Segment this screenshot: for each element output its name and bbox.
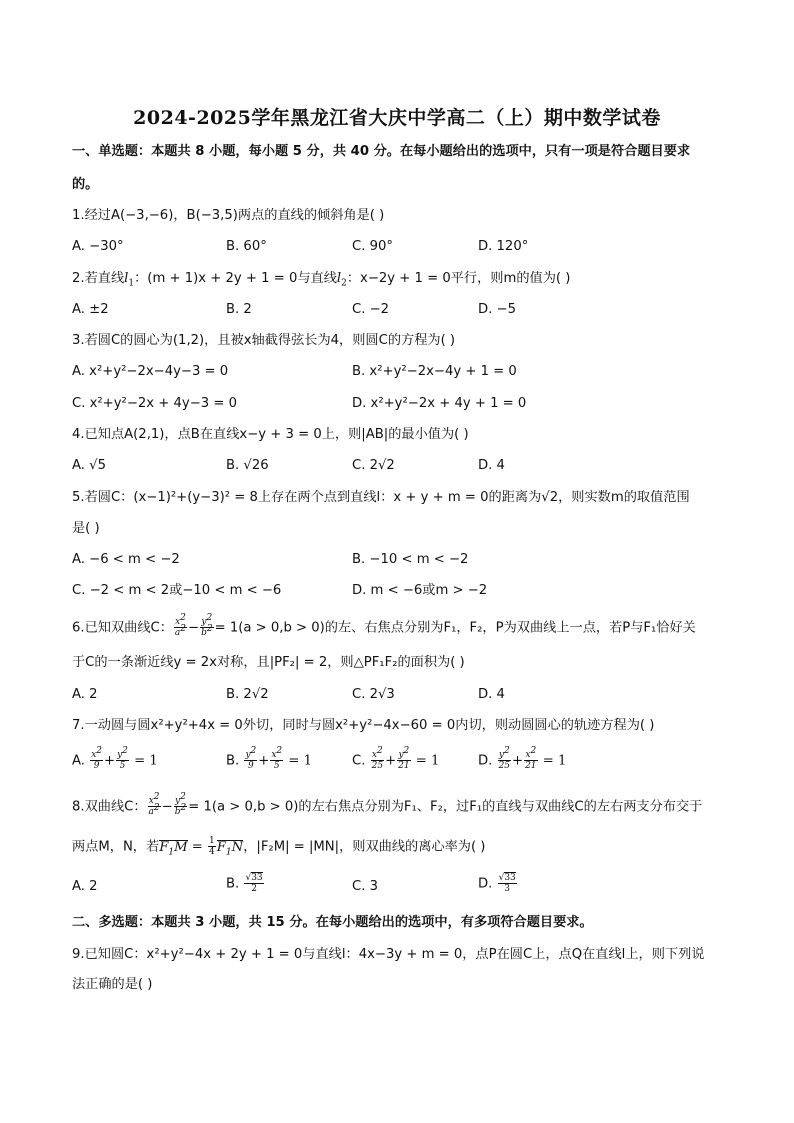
q4-stem: 4.已知点A(2,1)，点B在直线x−y + 3 = 0上，则|AB|的最小值为( ) bbox=[72, 427, 469, 442]
q5-option-d: D. m < −6或m > −2 bbox=[352, 583, 488, 598]
q4-option-c: C. 2√2 bbox=[352, 458, 395, 473]
q9-stem: 9.已知圆C：x²+y²−4x + 2y + 1 = 0与直线l：4x−3y + m = 0，点P在圆C上，点Q在直线l上，则下列说 bbox=[72, 947, 705, 962]
q8-stem-cont: 两点M，N，若$F_1M$ = $\frac{1}{4}$ $F_1N$，|F₂M| = |MN|，则双曲线的离心率为( ) bbox=[72, 836, 486, 858]
q8-option-c: C. 3 bbox=[352, 879, 378, 894]
q5-option-c: C. −2 < m < 2或−10 < m < −6 bbox=[72, 583, 282, 598]
q6-stem: 6.已知双曲线C： $\frac{x^2}{a^2}$ − $\frac{y^2}{b^2}$ = 1(a > 0,b > 0)的左、右焦点分别为F₁，F₂，P为双曲线上一点，若P与F₁恰好关 bbox=[72, 613, 696, 638]
q2-stem-part-a: 2.若直线 bbox=[72, 271, 125, 286]
q4-option-b: B. √26 bbox=[226, 458, 269, 473]
q5-option-a: A. −6 < m < −2 bbox=[72, 552, 180, 567]
q7-option-a: A. $\frac{x^2}{9}$ + $\frac{y^2}{5}$ = 1 bbox=[72, 746, 158, 771]
q5-option-b: B. −10 < m < −2 bbox=[352, 552, 469, 567]
q3-option-b: B. x²+y²−2x−4y + 1 = 0 bbox=[352, 364, 517, 379]
q8-stem2-part-a: 两点M，N，若 bbox=[72, 839, 160, 855]
q2-option-c: C. −2 bbox=[352, 302, 390, 317]
q4-option-a: A. √5 bbox=[72, 458, 106, 473]
q5-stem: 5.若圆C：(x−1)²+(y−3)² = 8上存在两个点到直线l：x + y + m = 0的距离为√2，则实数m的取值范围 bbox=[72, 490, 690, 505]
section2-header: 二、多选题：本题共 3 小题，共 15 分。在每小题给出的选项中，有多项符合题目要求。 bbox=[72, 915, 593, 930]
q3-option-a: A. x²+y²−2x−4y−3 = 0 bbox=[72, 364, 229, 379]
section1-header-cont: 的。 bbox=[72, 177, 99, 192]
q1-option-a: A. −30° bbox=[72, 239, 124, 254]
q2-option-a: A. ±2 bbox=[72, 302, 109, 317]
q7-stem: 7.一动圆与圆x²+y²+4x = 0外切，同时与圆x²+y²−4x−60 = 0内切，则动圆圆心的轨迹方程为( ) bbox=[72, 718, 655, 733]
q3-option-c: C. x²+y²−2x + 4y−3 = 0 bbox=[72, 396, 237, 411]
q8-stem-part-a: 8.双曲线C： bbox=[72, 799, 147, 815]
q8-option-b: B. $\frac{√33}{2}$ bbox=[226, 873, 263, 894]
exam-title: 2024-2025学年黑龙江省大庆中学高二（上）期中数学试卷 bbox=[133, 107, 661, 129]
q6-option-a: A. 2 bbox=[72, 687, 98, 702]
q2-option-d: D. −5 bbox=[478, 302, 516, 317]
q8-stem: 8.双曲线C： $\frac{x^2}{a^2}$ − $\frac{y^2}{b^2}$ = 1(a > 0,b > 0)的左右焦点分别为F₁、F₂，过F₁的直线与双曲线C的左右两支分布交于 bbox=[72, 792, 703, 817]
section1-header: 一、单选题：本题共 8 小题，每小题 5 分，共 40 分。在每小题给出的选项中，只有一项是符合题目要求 bbox=[72, 144, 691, 159]
q6-stem-part-b: = 1(a > 0,b > 0)的左、右焦点分别为F₁，F₂，P为双曲线上一点，若P与F₁恰好关 bbox=[214, 620, 696, 636]
q8-option-a: A. 2 bbox=[72, 879, 98, 894]
q7-option-d: D. $\frac{y^2}{25}$ + $\frac{x^2}{21}$ = 1 bbox=[478, 746, 567, 771]
q2-stem-part-c: ：x−2y + 1 = 0平行，则m的值为( ) bbox=[346, 271, 571, 286]
q2-stem-part-b: ：(m + 1)x + 2y + 1 = 0与直线 bbox=[134, 271, 337, 286]
q6-option-c: C. 2√3 bbox=[352, 687, 395, 702]
q6-option-d: D. 4 bbox=[478, 687, 505, 702]
q1-option-b: B. 60° bbox=[226, 239, 267, 254]
q7-option-b: B. $\frac{y^2}{9}$ + $\frac{x^2}{5}$ = 1 bbox=[226, 746, 312, 771]
q6-option-b: B. 2√2 bbox=[226, 687, 269, 702]
q1-option-c: C. 90° bbox=[352, 239, 393, 254]
q4-option-d: D. 4 bbox=[478, 458, 505, 473]
q6-stem-part-a: 6.已知双曲线C： bbox=[72, 620, 173, 636]
q8-stem-part-b: = 1(a > 0,b > 0)的左右焦点分别为F₁、F₂，过F₁的直线与双曲线C的左右两支分布交于 bbox=[188, 799, 703, 815]
q7-option-c: C. $\frac{x^2}{25}$ + $\frac{y^2}{21}$ = 1 bbox=[352, 746, 440, 771]
q3-option-d: D. x²+y²−2x + 4y + 1 = 0 bbox=[352, 396, 527, 411]
q3-stem: 3.若圆C的圆心为(1,2)，且被x轴截得弦长为4，则圆C的方程为( ) bbox=[72, 333, 456, 348]
q6-fraction-x: $\frac{x^2}{a^2}$ bbox=[174, 613, 187, 638]
q8-option-d: D. $\frac{√33}{3}$ bbox=[478, 873, 516, 894]
q2-stem: 2.若直线$l_1$：(m + 1)x + 2y + 1 = 0与直线$l_2$：x−2y + 1 = 0平行，则m的值为( ) bbox=[72, 271, 571, 289]
q5-stem-cont: 是( ) bbox=[72, 521, 100, 536]
q9-stem-cont: 法正确的是( ) bbox=[72, 977, 153, 992]
q1-stem: 1.经过A(−3,−6)，B(−3,5)两点的直线的倾斜角是( ) bbox=[72, 208, 385, 223]
q6-fraction-y: $\frac{y^2}{b^2}$ bbox=[201, 613, 213, 638]
q2-option-b: B. 2 bbox=[226, 302, 252, 317]
q1-option-d: D. 120° bbox=[478, 239, 529, 254]
q8-stem2-part-b: ，|F₂M| = |MN|，则双曲线的离心率为( ) bbox=[243, 839, 486, 855]
q6-stem-cont: 于C的一条渐近线y = 2x对称，且|PF₂| = 2，则△PF₁F₂的面积为( ) bbox=[72, 655, 465, 670]
